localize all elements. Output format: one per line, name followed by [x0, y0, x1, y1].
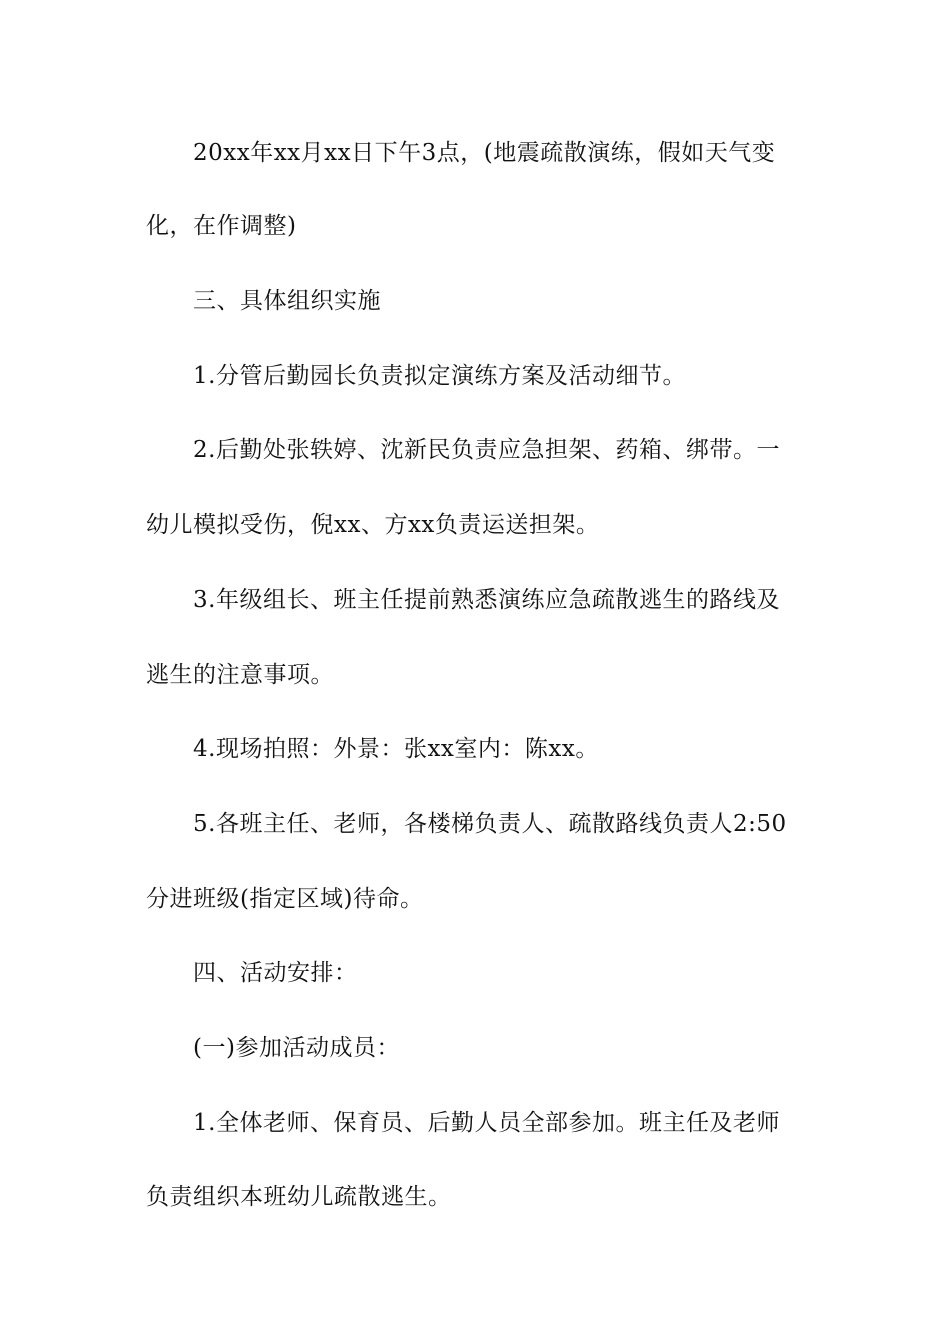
section-heading-4: 四、活动安排： [193, 960, 358, 986]
paragraph-line-2: 化，在作调整) [146, 213, 297, 239]
list-item-b1: 1.全体老师、保育员、后勤人员全部参加。班主任及老师 [193, 1110, 780, 1136]
paragraph-line-1: 20xx年xx月xx日下午3点，(地震疏散演练，假如天气变 [193, 140, 776, 166]
list-item-2: 2.后勤处张轶婷、沈新民负责应急担架、药箱、绑带。一 [193, 437, 780, 463]
list-item-3: 3.年级组长、班主任提前熟悉演练应急疏散逃生的路线及 [193, 587, 780, 613]
subsection-heading: (一)参加活动成员： [193, 1035, 400, 1061]
list-item-5-cont: 分进班级(指定区域)待命。 [146, 886, 424, 912]
list-item-4: 4.现场拍照：外景：张xx室内：陈xx。 [193, 736, 599, 762]
list-item-5: 5.各班主任、老师，各楼梯负责人、疏散路线负责人2:50 [193, 811, 787, 837]
list-item-3-cont: 逃生的注意事项。 [146, 662, 334, 688]
list-item-1: 1.分管后勤园长负责拟定演练方案及活动细节。 [193, 363, 686, 389]
section-heading-3: 三、具体组织实施 [193, 288, 381, 314]
list-item-2-cont: 幼儿模拟受伤，倪xx、方xx负责运送担架。 [146, 512, 600, 538]
list-item-b1-cont: 负责组织本班幼儿疏散逃生。 [146, 1184, 452, 1210]
